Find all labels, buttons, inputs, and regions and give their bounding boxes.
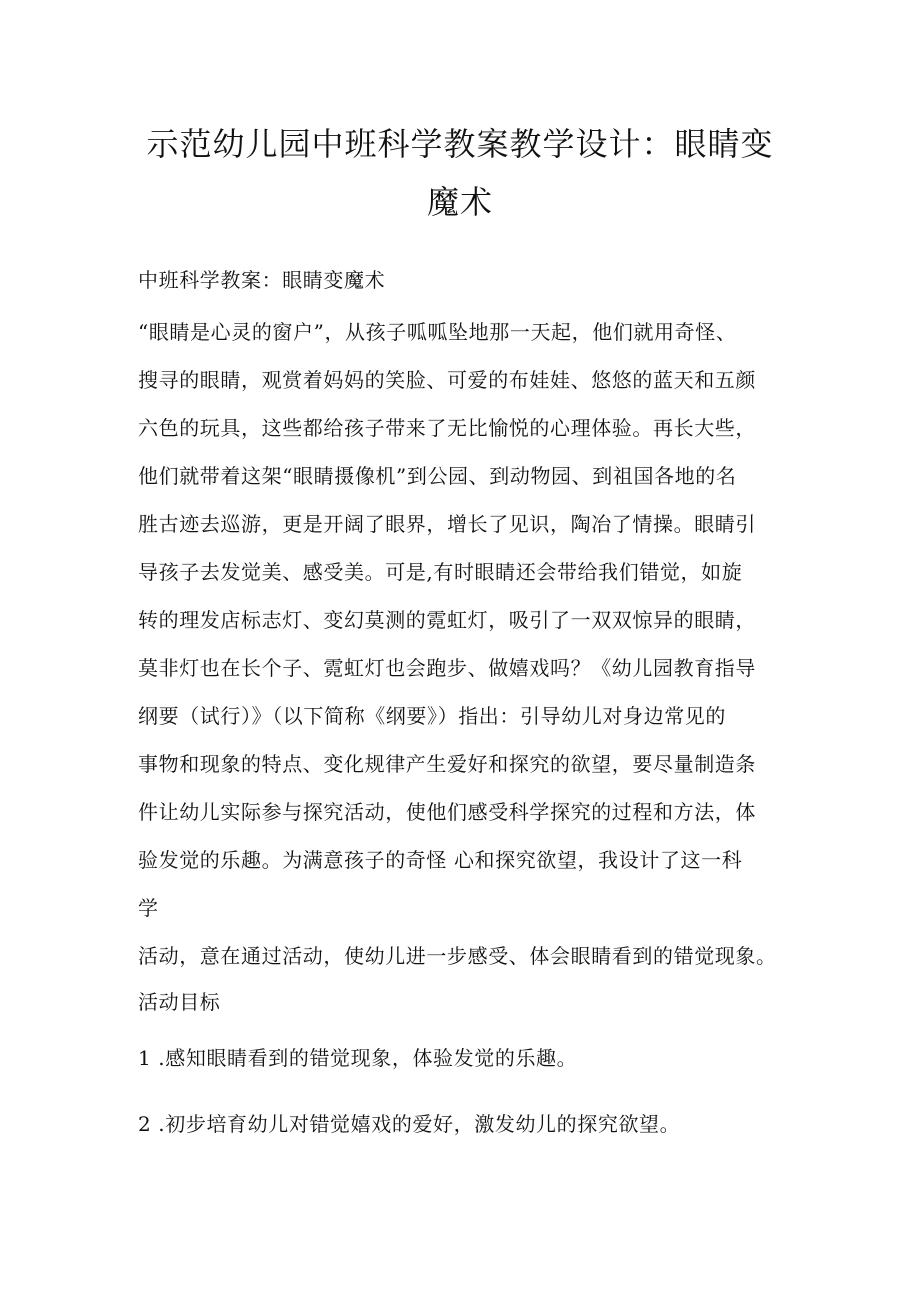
subtitle: 中班科学教案：眼睛变魔术 [138, 268, 386, 292]
document-title-line-1: 示范幼儿园中班科学教案教学设计：眼睛变 [146, 125, 774, 163]
body-line-14: 活动，意在通过活动，使幼儿进一步感受、体会眼睛看到的错觉现象。 [138, 944, 777, 968]
body-line-13: 学 [138, 896, 159, 920]
body-line-6: 导孩子去发觉美、感受美。可是,有时眼睛还会带给我们错觉，如旋 [138, 560, 743, 584]
body-line-1: “眼睛是心灵的窗户”，从孩子呱呱坠地那一天起，他们就用奇怪、 [138, 320, 737, 344]
goal-item-1: 1 .感知眼睛看到的错觉现象，体验发觉的乐趣。 [138, 1046, 578, 1070]
body-line-11: 件让幼儿实际参与探究活动，使他们感受科学探究的过程和方法，体 [138, 800, 756, 824]
body-line-12: 验发觉的乐趣。为满意孩子的奇怪 心和探究欲望，我设计了这一科 [138, 848, 743, 872]
body-line-10: 事物和现象的特点、变化规律产生爱好和探究的欲望，要尽量制造条 [138, 752, 756, 776]
body-line-3: 六色的玩具，这些都给孩子带来了无比愉悦的心理体验。再长大些， [138, 416, 756, 440]
body-line-2: 搜寻的眼睛，观赏着妈妈的笑脸、可爱的布娃娃、悠悠的蓝天和五颜 [138, 368, 756, 392]
section-heading: 活动目标 [138, 990, 221, 1014]
body-line-9: 纲要（试行）》（以下简称《纲要》）指出：引导幼儿对身边常见的 [138, 704, 726, 728]
body-line-4: 他们就带着这架“眼睛摄像机”到公园、到动物园、到祖国各地的名 [138, 464, 737, 488]
document-title-line-2: 魔术 [426, 183, 493, 221]
goal-item-2: 2 .初步培育幼儿对错觉嬉戏的爱好，激发幼儿的探究欲望。 [138, 1112, 681, 1136]
body-line-7: 转的理发店标志灯、变幻莫测的霓虹灯，吸引了一双双惊异的眼睛， [138, 608, 756, 632]
body-line-5: 胜古迹去巡游，更是开阔了眼界，增长了见识，陶冶了情操。眼睛引 [138, 512, 756, 536]
body-line-8: 莫非灯也在长个子、霓虹灯也会跑步、做嬉戏吗？《幼儿园教育指导 [138, 656, 756, 680]
